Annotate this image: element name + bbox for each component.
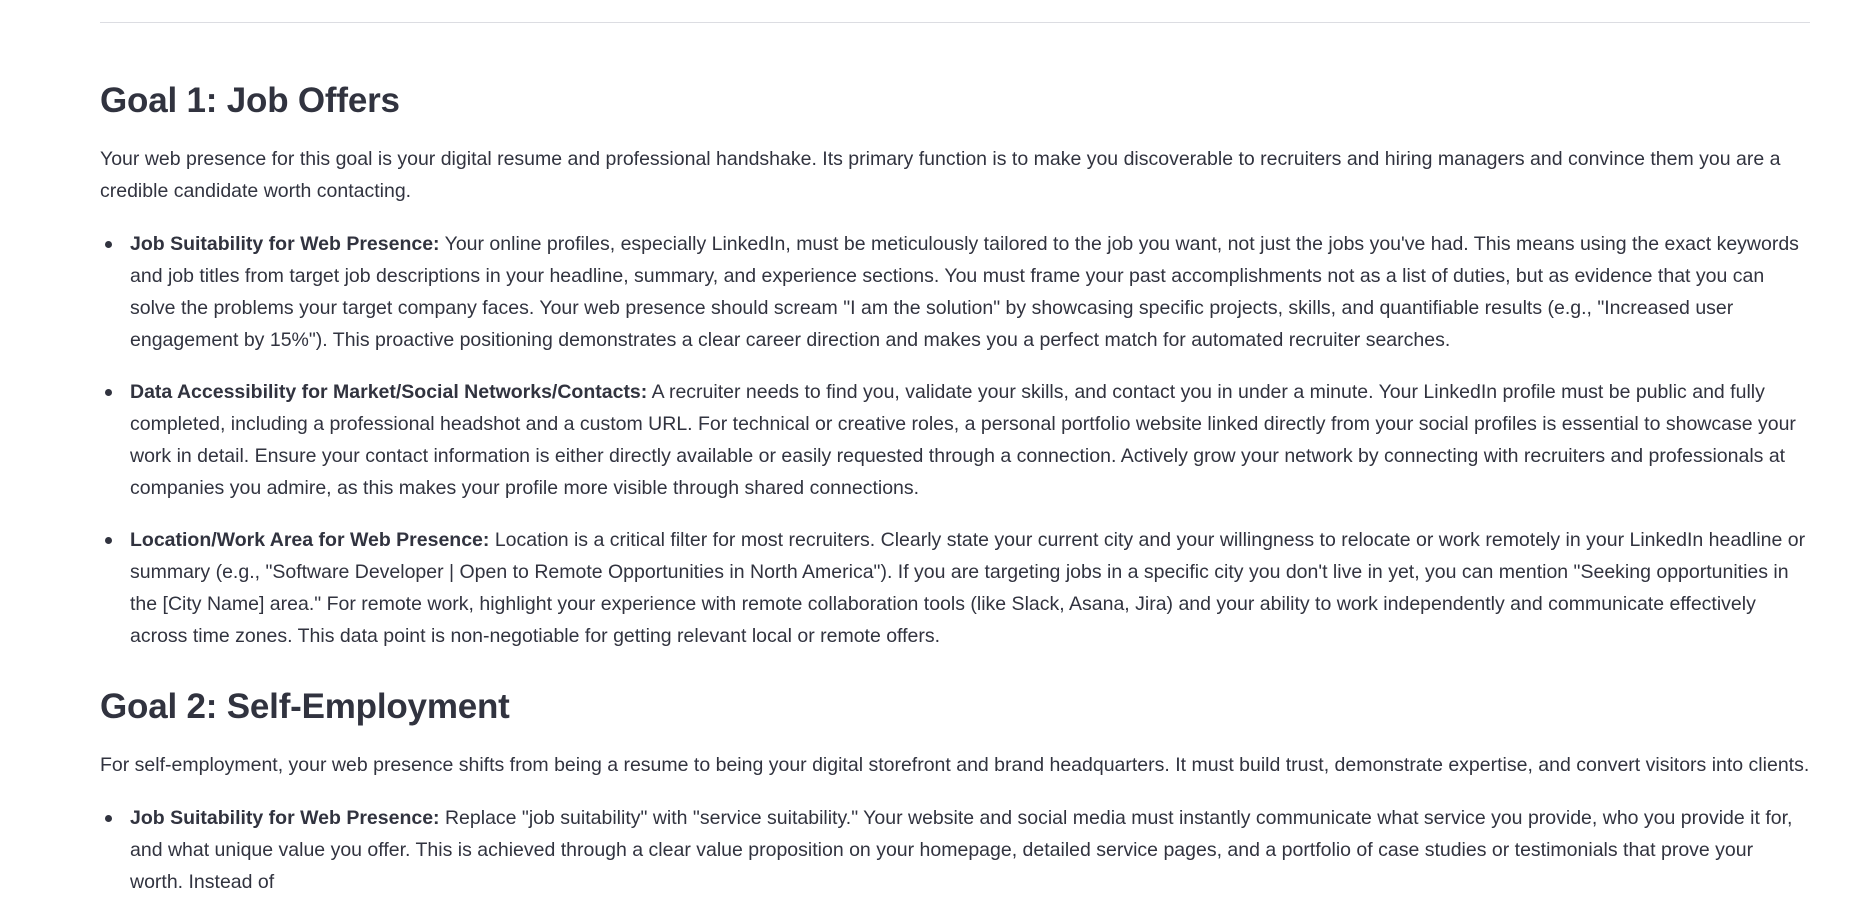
divider — [100, 22, 1810, 23]
list-item-text: Your online profiles, especially LinkedIn, must be meticulously tailored to the job you want, not just the jobs you've had. This means using the exact keywords and job titles from target job descriptions in your headline, summary, and experience sections. You must frame your past accomplishments not as a list of duties, but as evidence that you can solve the problems your target company faces. Your web presence should scream "I am the solution" by showcasing specific projects, skills, and quantifiable results (e.g., "Increased user engagement by 15%"). This proactive positioning demonstrates a clear career direction and makes you a perfect match for automated recruiter searches. — [130, 233, 1799, 351]
article-content — [100, 0, 1810, 918]
goal-1-list — [100, 228, 1810, 652]
goal-2-heading: Goal 2: Self-Employment — [100, 687, 510, 726]
list-item — [100, 802, 1810, 898]
list-item-label: Job Suitability for Web Presence: — [130, 233, 440, 255]
goal-2-list — [100, 802, 1810, 898]
list-item-label: Job Suitability for Web Presence: — [130, 807, 440, 829]
goal-1-intro: Your web presence for this goal is your digital resume and professional handshake. Its primary function is to make you discoverable to recruiters and hiring managers and convince them you are a credible candidate worth contacting. — [100, 148, 1781, 202]
list-item — [100, 228, 1810, 356]
list-item-text: Location is a critical filter for most recruiters. Clearly state your current city and your willingness to relocate or work remotely in your LinkedIn headline or summary (e.g., "Software Developer | Open to Remote Opportunities in North America"). If you are targeting jobs in a specific city you don't live in yet, you can mention "Seeking opportunities in the [City Name] area." For remote work, highlight your experience with remote collaboration tools (like Slack, Asana, Jira) and your ability to work independently and communicate effectively across time zones. This data point is non-negotiable for getting relevant local or remote offers. — [130, 529, 1806, 647]
list-item-label: Data Accessibility for Market/Social Networks/Contacts: — [130, 381, 648, 403]
list-item — [100, 376, 1810, 504]
goal-2-intro: For self-employment, your web presence shifts from being a resume to being your digital storefront and brand headquarters. It must build trust, demonstrate expertise, and convert visitors into clients. — [100, 754, 1810, 776]
list-item-text: A recruiter needs to find you, validate your skills, and contact you in under a minute. Your LinkedIn profile must be public and fully completed, including a professional headshot and a custom URL. For technical or creative roles, a personal portfolio website linked directly from your social profiles is essential to showcase your work in detail. Ensure your contact information is either directly available or easily requested through a connection. Actively grow your network by connecting with recruiters and professionals at companies you admire, as this makes your profile more visible through shared connections. — [130, 381, 1796, 499]
list-item-label: Location/Work Area for Web Presence: — [130, 529, 490, 551]
goal-1-heading: Goal 1: Job Offers — [100, 81, 400, 120]
list-item-text: Replace "job suitability" with "service suitability." Your website and social media must instantly communicate what service you provide, who you provide it for, and what unique value you offer. This is achieved through a clear value proposition on your homepage, detailed service pages, and a portfolio of case studies or testimonials that prove your worth. Instead of — [130, 807, 1793, 893]
list-item — [100, 524, 1810, 652]
